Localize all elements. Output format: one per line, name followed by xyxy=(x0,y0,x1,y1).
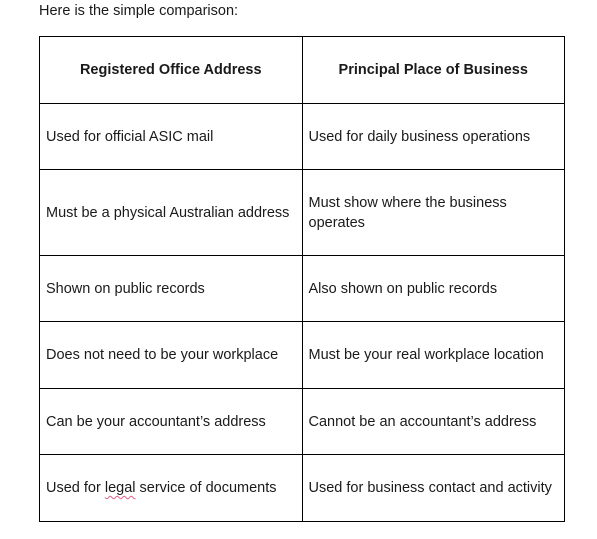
header-registered-office: Registered Office Address xyxy=(40,37,303,104)
table-cell: Used for official ASIC mail xyxy=(40,104,303,170)
table-row xyxy=(40,322,565,389)
table-cell: Does not need to be your workplace xyxy=(40,322,303,389)
intro-text: Here is the simple comparison: xyxy=(39,3,239,19)
table-cell: Must show where the business operates xyxy=(302,170,565,256)
comparison-table xyxy=(39,36,565,522)
table-cell: Also shown on public records xyxy=(302,256,565,322)
table-cell: Can be your accountant’s address xyxy=(40,389,303,455)
cell-text: Used for xyxy=(46,480,105,496)
table-row xyxy=(40,256,565,322)
table-row xyxy=(40,389,565,455)
cell-text: service of documents xyxy=(135,480,277,496)
spellcheck-flagged-word[interactable]: legal xyxy=(104,480,136,496)
header-row xyxy=(40,37,565,104)
table-cell: Cannot be an accountant’s address xyxy=(302,389,565,455)
table-row xyxy=(40,170,565,256)
table-cell: Used for daily business operations xyxy=(302,104,565,170)
header-principal-place: Principal Place of Business xyxy=(302,37,565,104)
table-cell: Used for business contact and activity xyxy=(302,455,565,522)
table-cell: Must be your real workplace location xyxy=(302,322,565,389)
table-row xyxy=(40,455,565,522)
table-cell xyxy=(40,455,303,522)
table-cell: Must be a physical Australian address xyxy=(40,170,303,256)
table-cell: Shown on public records xyxy=(40,256,303,322)
table-row xyxy=(40,104,565,170)
